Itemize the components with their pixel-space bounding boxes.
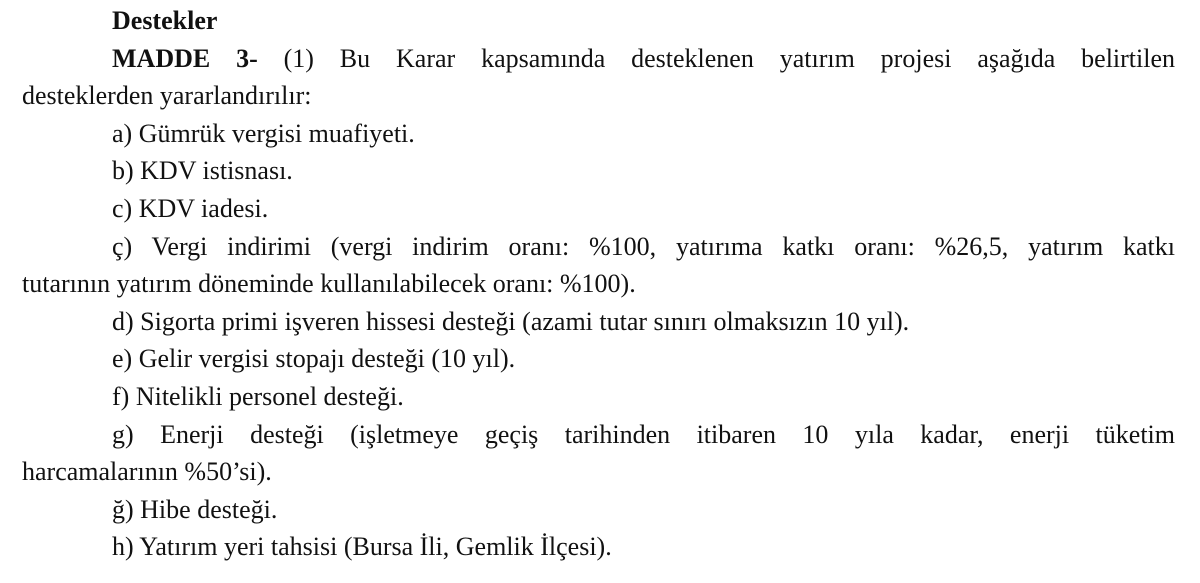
section-heading: Destekler — [112, 6, 218, 35]
article-intro-line2: desteklerden yararlandırılır: — [22, 81, 312, 111]
article-label: MADDE 3- — [112, 43, 258, 73]
list-item-b: b) KDV istisnası. — [112, 156, 293, 186]
list-item-c-cedilla: ç) Vergi indirimi (vergi indirim oranı: %100, yatırıma katkı oranı: %26,5, yatırım katkı — [112, 231, 1175, 261]
list-item-h: h) Yatırım yeri tahsisi (Bursa İli, Gemlik İlçesi). — [112, 532, 612, 562]
list-item-g: g) Enerji desteği (işletmeye geçiş tarihinden itibaren 10 yıla kadar, enerji tüketim — [112, 419, 1175, 449]
article-intro-line1: MADDE 3- (1) Bu Karar kapsamında desteklenen yatırım projesi aşağıda belirtilen — [112, 43, 1175, 73]
list-item-a: a) Gümrük vergisi muafiyeti. — [112, 118, 415, 148]
list-item-e: e) Gelir vergisi stopajı desteği (10 yıl). — [112, 344, 516, 374]
list-item-c-cedilla-cont: tutarının yatırım döneminde kullanılabilecek oranı: %100). — [22, 269, 636, 299]
document-body — [22, 2, 1175, 566]
list-item-g-breve: ğ) Hibe desteği. — [112, 494, 278, 524]
list-item-f: f) Nitelikli personel desteği. — [112, 381, 404, 411]
list-item-c: c) KDV iadesi. — [112, 193, 269, 223]
list-item-d: d) Sigorta primi işveren hissesi desteği (azami tutar sınırı olmaksızın 10 yıl). — [112, 306, 910, 336]
list-item-g-cont: harcamalarının %50’si). — [22, 457, 272, 487]
